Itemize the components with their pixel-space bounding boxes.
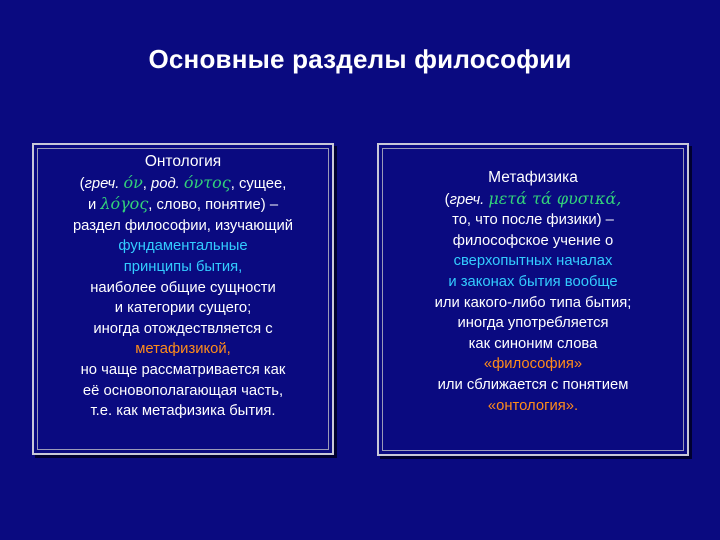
greek-phrase-meta-ta-physika: μετά τά φυσικά, [488, 188, 622, 208]
ontology-line: иногда отождествляется с [93, 320, 273, 337]
ontology-line: т.е. как метафизика бытия. [90, 403, 276, 420]
logos-meaning: , слово, понятие) – [148, 197, 279, 214]
greek-abbreviation: греч. [449, 191, 485, 208]
genitive-abbreviation: род. [151, 175, 180, 192]
ontology-highlight: принципы бытия, [123, 258, 243, 275]
philosophy-word-highlight: «философия» [483, 356, 583, 373]
ontology-line: наиболее общие сущности [90, 279, 276, 296]
metaphysics-etymology-line [379, 189, 687, 211]
conjunction: и [87, 197, 101, 214]
ontology-word-highlight: «онтология». [487, 397, 579, 414]
metaphysics-line: то, что после физики) – [452, 212, 614, 229]
ontology-logos-line [34, 194, 332, 216]
ontology-etymology-line [34, 173, 332, 195]
metaphysics-line: как синоним слова [468, 335, 598, 352]
ontology-highlight: фундаментальные [118, 238, 248, 255]
metaphysics-heading: Метафизика [488, 169, 578, 186]
metaphysics-line: или сближается с понятием [437, 376, 629, 393]
paren-open: ( [79, 175, 85, 192]
metaphysics-line: или какого-либо типа бытия; [434, 294, 632, 311]
ontology-line: и категории сущего; [114, 300, 252, 317]
metaphysics-panel [377, 143, 689, 456]
ontology-text [34, 152, 332, 422]
metaphysics-highlight: и законах бытия вообще [448, 273, 618, 290]
metaphysics-line: философское учение о [452, 232, 614, 249]
ontology-line: но чаще рассматривается как [80, 361, 286, 378]
ontology-metaphysics-highlight: метафизикой, [135, 341, 231, 358]
ontology-line: раздел философии, изучающий [72, 217, 294, 234]
metaphysics-text [379, 168, 687, 416]
greek-word-ontos: όντος [183, 172, 231, 192]
ontology-heading: Онтология [144, 153, 222, 170]
paren-open: ( [444, 191, 450, 208]
greek-word-on: όν [123, 172, 143, 192]
separator: , [142, 175, 152, 192]
ontology-line: её основополагающая часть, [82, 382, 284, 399]
greek-word-logos: λόγος [100, 194, 149, 214]
etymology-meaning: , сущее, [230, 175, 287, 192]
greek-abbreviation: греч. [84, 175, 120, 192]
metaphysics-highlight: сверхопытных началах [453, 253, 613, 270]
slide-title: Основные разделы философии [148, 44, 572, 74]
metaphysics-line: иногда употребляется [457, 315, 609, 332]
ontology-panel [32, 143, 334, 455]
